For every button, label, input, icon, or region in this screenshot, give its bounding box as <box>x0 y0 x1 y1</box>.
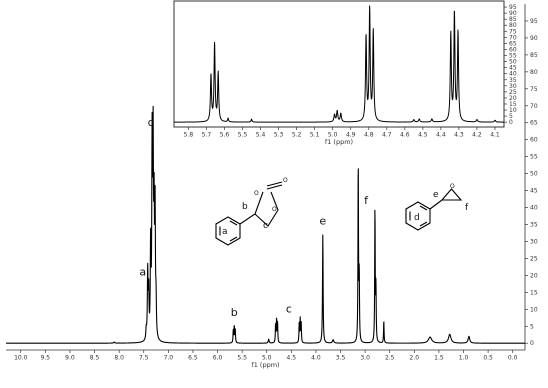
inset-y-tick-label: 50 <box>509 58 517 66</box>
main-x-tick-label: 5.0 <box>261 354 272 362</box>
main-x-tick-label: 8.0 <box>114 354 124 362</box>
inset-x-tick-label: 5.3 <box>273 131 284 139</box>
main-y-tick-label: 50 <box>530 170 538 178</box>
main-x-tick-label: 9.0 <box>65 354 75 362</box>
inset-y-tick-label: 65 <box>509 40 517 48</box>
main-y-tick-label: 30 <box>530 238 538 246</box>
main-x-tick-label: 10.0 <box>14 354 28 362</box>
main-y-tick-label: 80 <box>530 68 538 76</box>
inset-y-tick-label: 25 <box>509 88 517 96</box>
main-y-tick-label: 95 <box>530 17 538 25</box>
main-y-tick-label: 5 <box>530 323 534 331</box>
main-y-tick-label: 55 <box>530 153 538 161</box>
main-x-tick-label: 6.5 <box>188 354 198 362</box>
cyclic-carbonate-structure <box>216 177 288 245</box>
inset-x-tick-label: 4.4 <box>436 131 446 139</box>
main-x-tick-label: 7.0 <box>163 354 174 362</box>
main-peak-label-a: a <box>139 265 147 279</box>
main-x-tick-label: 3.5 <box>335 354 346 362</box>
inset-y-tick-label: 15 <box>509 100 517 108</box>
inset-y-tick-label: 85 <box>509 16 517 24</box>
inset-y-tick-label: 90 <box>509 10 517 18</box>
main-x-tick-label: 0.0 <box>507 354 518 362</box>
main-y-tick-label: 0 <box>530 340 534 348</box>
inset-y-tick-label: 5 <box>509 113 513 121</box>
epoxide-ring-label-f: f <box>465 203 469 213</box>
inset-y-tick-label: 40 <box>509 70 517 78</box>
main-y-tick-label: 75 <box>530 85 538 93</box>
inset-x-tick-label: 5.2 <box>291 131 302 139</box>
inset-x-tick-label: 4.9 <box>345 131 356 139</box>
epoxide-three-ring <box>442 189 461 200</box>
main-peak-label-e: e <box>319 214 327 228</box>
carbonate-ring-label-b: b <box>242 202 248 212</box>
inset-y-tick-label: 20 <box>509 94 517 102</box>
main-y-tick-label: 35 <box>530 221 538 229</box>
inset-x-tick-label: 5.8 <box>183 131 194 139</box>
inset-x-tick-label: 4.5 <box>418 131 428 139</box>
main-x-tick-label: 2.0 <box>409 354 420 362</box>
main-y-tick-label: 90 <box>530 34 538 42</box>
main-y-tick-label: 70 <box>530 102 538 110</box>
main-x-tick-label: 1.0 <box>458 354 469 362</box>
epoxide-phenyl-bond <box>430 200 442 209</box>
inset-x-tick-label: 4.7 <box>382 131 392 139</box>
inset-y-tick-label: 35 <box>509 76 517 84</box>
inset-x-tick-label: 4.2 <box>472 131 482 139</box>
main-y-tick-label: 40 <box>530 204 538 212</box>
inset-y-tick-label: 60 <box>509 46 517 54</box>
inset-y-tick-label: 95 <box>509 4 517 12</box>
inset-y-tick-label: 70 <box>509 34 517 42</box>
carbonate-phenyl-bond <box>240 214 255 224</box>
main-y-tick-label: 85 <box>530 51 538 59</box>
main-x-tick-label: 1.5 <box>434 354 444 362</box>
main-x-tick-label: 8.5 <box>89 354 100 362</box>
main-x-tick-label: 7.5 <box>138 354 149 362</box>
main-x-tick-label: 9.5 <box>40 354 51 362</box>
inset-y-tick-label: 10 <box>509 107 517 115</box>
inset-x-tick-label: 5.5 <box>237 131 248 139</box>
main-y-tick-label: 65 <box>530 119 538 127</box>
inset-x-tick-label: 5.6 <box>219 131 230 139</box>
inset-x-tick-label: 4.3 <box>454 131 464 139</box>
carbonate-ring-oxygen-1: O <box>254 190 259 197</box>
main-y-tick-label: 15 <box>530 289 538 297</box>
inset-x-axis-title: f1 (ppm) <box>324 138 354 146</box>
inset-x-tick-label: 5.0 <box>327 131 338 139</box>
epoxide-ring-label-e: e <box>433 190 439 200</box>
inset-x-tick-label: 4.6 <box>400 131 410 139</box>
carbonate-ring-label-c: c <box>263 221 268 231</box>
inset-y-tick-label: 45 <box>509 64 517 72</box>
epoxide-ring-label-d: d <box>414 213 420 223</box>
carbonate-carbonyl-oxygen: O <box>283 177 288 184</box>
inset-y-tick-label: 80 <box>509 22 517 30</box>
carbonate-ring-oxygen-2: O <box>272 206 277 213</box>
inset-y-tick-label: 30 <box>509 82 517 90</box>
inset-y-tick-label: 75 <box>509 28 517 36</box>
inset-spectrum <box>174 1 517 146</box>
inset-x-tick-label: 5.1 <box>309 131 320 139</box>
inset-y-tick-label: 55 <box>509 52 517 60</box>
carbonate-ring-label-a: a <box>222 227 228 237</box>
main-x-tick-label: 4.5 <box>286 354 297 362</box>
main-x-axis-title: f1 (ppm) <box>251 361 280 369</box>
main-y-tick-label: 20 <box>530 272 538 280</box>
styrene-oxide-structure <box>406 183 469 230</box>
main-peak-label-f: f <box>364 194 369 208</box>
main-peak-label-d: d <box>147 116 155 130</box>
main-x-tick-label: 6.0 <box>212 354 223 362</box>
main-x-tick-label: 3.0 <box>360 354 370 362</box>
main-y-tick-label: 10 <box>530 306 538 314</box>
inset-x-tick-label: 4.8 <box>363 131 374 139</box>
main-peak-label-c: c <box>285 302 292 316</box>
inset-x-tick-label: 5.7 <box>201 131 212 139</box>
main-x-tick-label: 0.5 <box>483 354 493 362</box>
epoxide-oxygen: O <box>450 183 455 190</box>
main-x-tick-label: 4.0 <box>311 354 321 362</box>
main-x-tick-label: 2.5 <box>384 354 395 362</box>
inset-x-tick-label: 4.1 <box>490 131 500 139</box>
main-y-tick-label: 45 <box>530 187 538 195</box>
inset-x-tick-label: 5.4 <box>255 131 266 139</box>
main-peak-label-b: b <box>230 306 238 320</box>
main-x-tick-label: 5.5 <box>237 354 247 362</box>
main-y-tick-label: 25 <box>530 255 538 263</box>
inset-y-tick-label: 0 <box>509 119 513 127</box>
main-y-tick-label: 60 <box>530 136 538 144</box>
